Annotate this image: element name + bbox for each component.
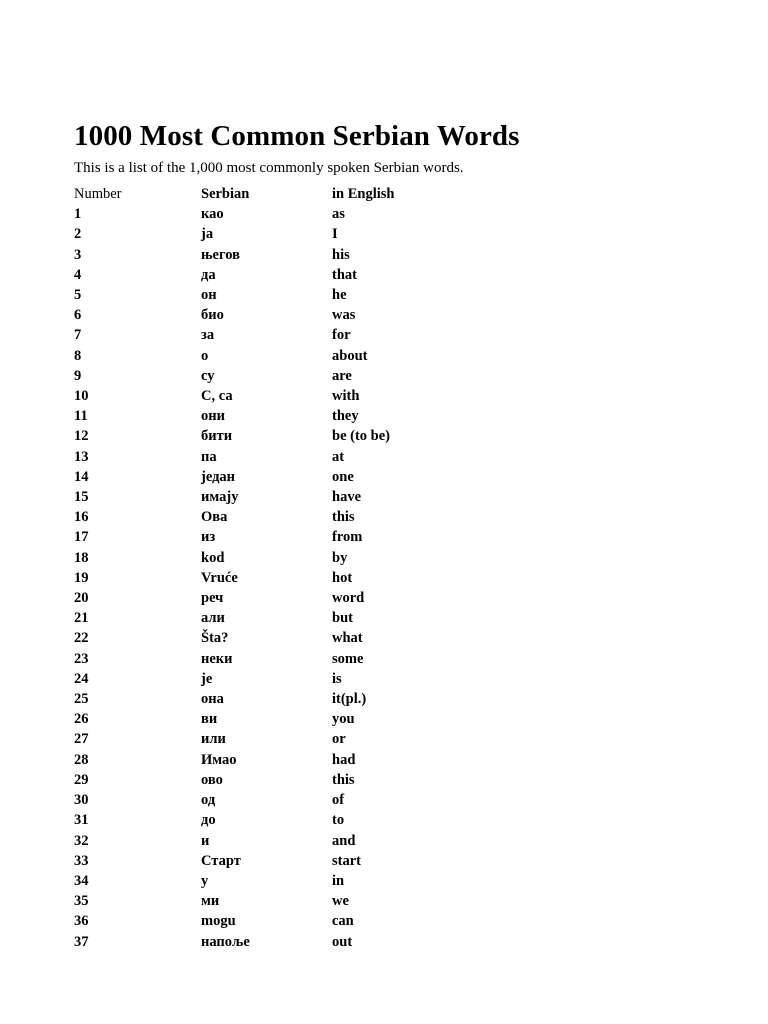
word-table — [74, 184, 532, 952]
row-english-word: was — [332, 307, 356, 324]
row-english-word: as — [332, 206, 345, 223]
table-row — [74, 770, 532, 790]
row-number: 21 — [74, 610, 89, 627]
row-serbian-word: он — [201, 287, 217, 304]
row-serbian-word: она — [201, 691, 224, 708]
table-row — [74, 810, 532, 830]
row-serbian-word: његов — [201, 246, 240, 263]
row-english-word: by — [332, 549, 348, 566]
row-serbian-word: био — [201, 307, 224, 324]
table-row — [74, 911, 532, 931]
row-english-word: that — [332, 266, 357, 283]
row-number: 32 — [74, 832, 89, 849]
row-english-word: they — [332, 408, 359, 425]
row-serbian-word: они — [201, 408, 225, 425]
row-english-word: is — [332, 670, 342, 687]
table-row — [74, 426, 532, 446]
row-serbian-word: из — [201, 529, 216, 546]
table-row — [74, 831, 532, 851]
table-body — [74, 204, 532, 952]
row-number: 12 — [74, 428, 89, 445]
row-number: 37 — [74, 933, 89, 950]
row-english-word: some — [332, 650, 364, 667]
row-number: 1 — [74, 206, 82, 223]
row-english-word: had — [332, 751, 356, 768]
row-serbian-word: али — [201, 610, 225, 627]
row-english-word: I — [332, 226, 338, 243]
row-number: 5 — [74, 287, 82, 304]
row-serbian-word: од — [201, 792, 216, 809]
row-english-word: one — [332, 468, 354, 485]
intro-text: This is a list of the 1,000 most commonly spoken Serbian words. — [74, 160, 464, 176]
table-row — [74, 750, 532, 770]
row-english-word: have — [332, 489, 361, 506]
row-serbian-word: да — [201, 266, 216, 283]
row-serbian-word: Ова — [201, 509, 228, 526]
row-english-word: with — [332, 388, 360, 405]
page-title: 1000 Most Common Serbian Words — [74, 120, 520, 152]
row-serbian-word: kod — [201, 549, 225, 566]
row-number: 34 — [74, 872, 89, 889]
row-number: 2 — [74, 226, 82, 243]
row-serbian-word: су — [201, 367, 215, 384]
row-serbian-word: Имао — [201, 751, 237, 768]
row-serbian-word: је — [201, 670, 213, 687]
row-number: 28 — [74, 751, 89, 768]
row-number: 36 — [74, 913, 89, 930]
table-row — [74, 790, 532, 810]
row-serbian-word: бити — [201, 428, 233, 445]
table-row — [74, 204, 532, 224]
row-number: 16 — [74, 509, 89, 526]
row-english-word: what — [332, 630, 363, 647]
row-english-word: it(pl.) — [332, 691, 367, 708]
row-number: 25 — [74, 691, 89, 708]
table-row — [74, 305, 532, 325]
table-row — [74, 346, 532, 366]
row-english-word: you — [332, 711, 355, 728]
table-row — [74, 851, 532, 871]
row-number: 30 — [74, 792, 89, 809]
row-serbian-word: као — [201, 206, 224, 223]
row-english-word: his — [332, 246, 350, 263]
row-number: 33 — [74, 852, 89, 869]
row-number: 26 — [74, 711, 89, 728]
row-english-word: for — [332, 327, 351, 344]
row-number: 20 — [74, 590, 89, 607]
row-english-word: can — [332, 913, 354, 930]
row-number: 18 — [74, 549, 89, 566]
row-english-word: be (to be) — [332, 428, 390, 445]
row-number: 17 — [74, 529, 89, 546]
row-english-word: from — [332, 529, 363, 546]
row-serbian-word: ово — [201, 771, 223, 788]
row-english-word: this — [332, 509, 355, 526]
table-row — [74, 366, 532, 386]
table-row — [74, 709, 532, 729]
row-number: 13 — [74, 448, 89, 465]
header-number: Number — [74, 186, 122, 202]
row-serbian-word: неки — [201, 650, 233, 667]
row-serbian-word: Vruće — [201, 569, 238, 586]
row-english-word: or — [332, 731, 346, 748]
table-row — [74, 649, 532, 669]
row-number: 15 — [74, 489, 89, 506]
table-row — [74, 406, 532, 426]
table-row — [74, 265, 532, 285]
table-row — [74, 628, 532, 648]
row-serbian-word: за — [201, 327, 215, 344]
row-serbian-word: имају — [201, 489, 239, 506]
row-serbian-word: ми — [201, 893, 220, 910]
row-english-word: about — [332, 347, 368, 364]
table-row — [74, 386, 532, 406]
row-serbian-word: mogu — [201, 913, 236, 930]
row-serbian-word: до — [201, 812, 216, 829]
row-number: 6 — [74, 307, 82, 324]
row-english-word: at — [332, 448, 345, 465]
header-serbian: Serbian — [201, 186, 250, 202]
row-serbian-word: па — [201, 448, 217, 465]
table-row — [74, 891, 532, 911]
row-serbian-word: Старт — [201, 852, 241, 869]
table-row — [74, 568, 532, 588]
table-row — [74, 588, 532, 608]
row-number: 31 — [74, 812, 89, 829]
table-row — [74, 689, 532, 709]
table-row — [74, 325, 532, 345]
table-row — [74, 467, 532, 487]
table-row — [74, 932, 532, 952]
row-english-word: and — [332, 832, 356, 849]
row-serbian-word: ја — [201, 226, 214, 243]
row-english-word: are — [332, 367, 352, 384]
table-row — [74, 507, 532, 527]
table-row — [74, 669, 532, 689]
row-serbian-word: о — [201, 347, 209, 364]
table-row — [74, 447, 532, 467]
table-row — [74, 245, 532, 265]
row-number: 19 — [74, 569, 89, 586]
row-english-word: he — [332, 287, 347, 304]
row-serbian-word: С, са — [201, 388, 233, 405]
row-serbian-word: један — [201, 468, 236, 485]
row-english-word: in — [332, 872, 345, 889]
document-page — [74, 118, 714, 952]
row-english-word: we — [332, 893, 349, 910]
row-number: 7 — [74, 327, 82, 344]
table-header-row — [74, 184, 532, 204]
row-number: 3 — [74, 246, 82, 263]
row-serbian-word: Šta? — [201, 630, 229, 647]
row-number: 14 — [74, 468, 89, 485]
row-english-word: start — [332, 852, 361, 869]
row-english-word: hot — [332, 569, 353, 586]
table-row — [74, 224, 532, 244]
row-number: 9 — [74, 367, 82, 384]
row-number: 24 — [74, 670, 89, 687]
row-number: 29 — [74, 771, 89, 788]
table-row — [74, 548, 532, 568]
table-row — [74, 871, 532, 891]
row-english-word: but — [332, 610, 353, 627]
row-serbian-word: ви — [201, 711, 218, 728]
row-english-word: this — [332, 771, 355, 788]
row-serbian-word: у — [201, 872, 209, 889]
table-row — [74, 527, 532, 547]
table-row — [74, 285, 532, 305]
row-serbian-word: напоље — [201, 933, 250, 950]
row-number: 10 — [74, 388, 89, 405]
row-number: 23 — [74, 650, 89, 667]
row-number: 27 — [74, 731, 89, 748]
row-number: 8 — [74, 347, 82, 364]
row-english-word: to — [332, 812, 345, 829]
row-english-word: out — [332, 933, 353, 950]
header-english: in English — [332, 186, 395, 202]
table-row — [74, 608, 532, 628]
row-number: 35 — [74, 893, 89, 910]
row-number: 4 — [74, 266, 82, 283]
row-english-word: of — [332, 792, 345, 809]
row-number: 22 — [74, 630, 89, 647]
table-row — [74, 729, 532, 749]
row-number: 11 — [74, 408, 88, 425]
row-serbian-word: или — [201, 731, 226, 748]
row-english-word: word — [332, 590, 365, 607]
row-serbian-word: реч — [201, 590, 224, 607]
table-row — [74, 487, 532, 507]
row-serbian-word: и — [201, 832, 210, 849]
